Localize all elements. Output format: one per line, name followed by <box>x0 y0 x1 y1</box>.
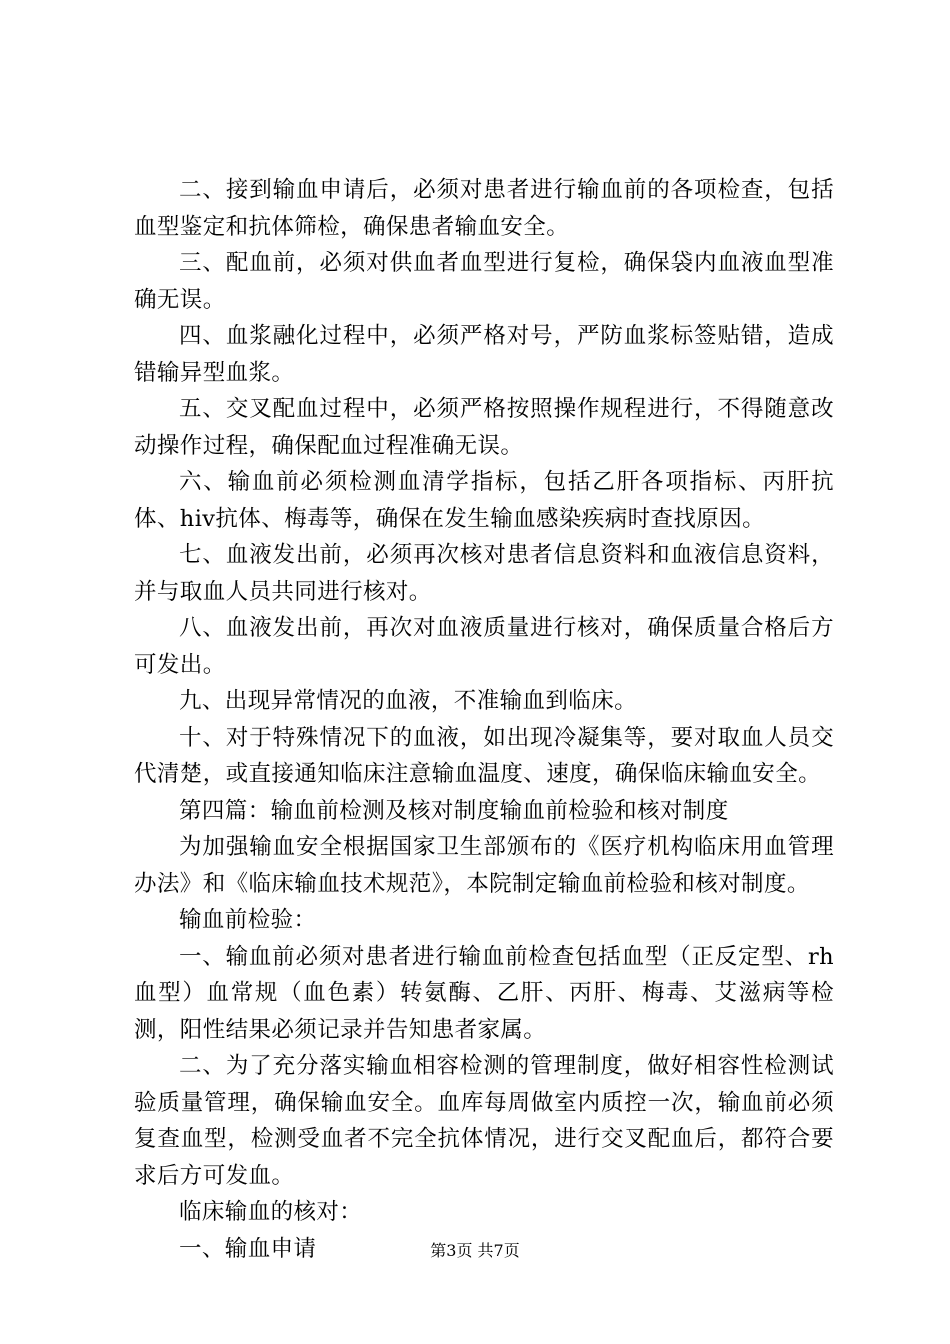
paragraph-test-1: 一、输血前必须对患者进行输血前检查包括血型（正反定型、rh血型）血常规（血色素）转氨酶、乙肝、丙肝、梅毒、艾滋病等检测，阳性结果必须记录并告知患者家属。 <box>134 943 834 1043</box>
paragraph-9-abnormal-blood: 九、出现异常情况的血液，不准输血到临床。 <box>179 688 638 714</box>
document-body <box>134 172 834 1267</box>
paragraph-8-quality-check: 八、血液发出前，再次对血液质量进行核对，确保质量合格后方可发出。 <box>134 615 834 678</box>
section-heading-part-4: 第四篇：输血前检测及核对制度输血前检验和核对制度 <box>179 797 729 824</box>
paragraph-5-crossmatch: 五、交叉配血过程中，必须严格按照操作规程进行，不得随意改动操作过程，确保配血过程准确无误。 <box>134 396 834 459</box>
paragraph-10-special-cases: 十、对于特殊情况下的血液，如出现冷凝集等，要对取血人员交代清楚，或直接通知临床注意输血温度、速度，确保临床输血安全。 <box>134 724 834 787</box>
subheading-pre-transfusion-tests: 输血前检验： <box>179 907 317 933</box>
paragraph-3-donor-recheck: 三、配血前，必须对供血者血型进行复检，确保袋内血液血型准确无误。 <box>134 250 834 313</box>
paragraph-test-2: 二、为了充分落实输血相容检测的管理制度，做好相容性检测试验质量管理，确保输血安全。血库每周做室内质控一次，输血前必须复查血型，检测受血者不完全抗体情况，进行交叉配血后，都符合要求后方可发血。 <box>134 1053 834 1189</box>
subheading-clinical-check: 临床输血的核对： <box>179 1199 363 1225</box>
paragraph-check-1: 一、输血申请 <box>179 1235 317 1262</box>
page-footer: 第3页 共7页 <box>430 1241 520 1260</box>
paragraph-6-serology: 六、输血前必须检测血清学指标，包括乙肝各项指标、丙肝抗体、hiv抗体、梅毒等，确保在发生输血感染疾病时查找原因。 <box>134 469 834 532</box>
paragraph-4-plasma-thawing: 四、血浆融化过程中，必须严格对号，严防血浆标签贴错，造成错输异型血浆。 <box>134 323 834 386</box>
paragraph-intro: 为加强输血安全根据国家卫生部颁布的《医疗机构临床用血管理办法》和《临床输血技术规范》，本院制定输血前检验和核对制度。 <box>134 834 834 897</box>
paragraph-2-blood-request-check: 二、接到输血申请后，必须对患者进行输血前的各项检查，包括血型鉴定和抗体筛检，确保患者输血安全。 <box>134 177 834 240</box>
paragraph-7-release-check: 七、血液发出前，必须再次核对患者信息资料和血液信息资料，并与取血人员共同进行核对。 <box>134 542 834 605</box>
